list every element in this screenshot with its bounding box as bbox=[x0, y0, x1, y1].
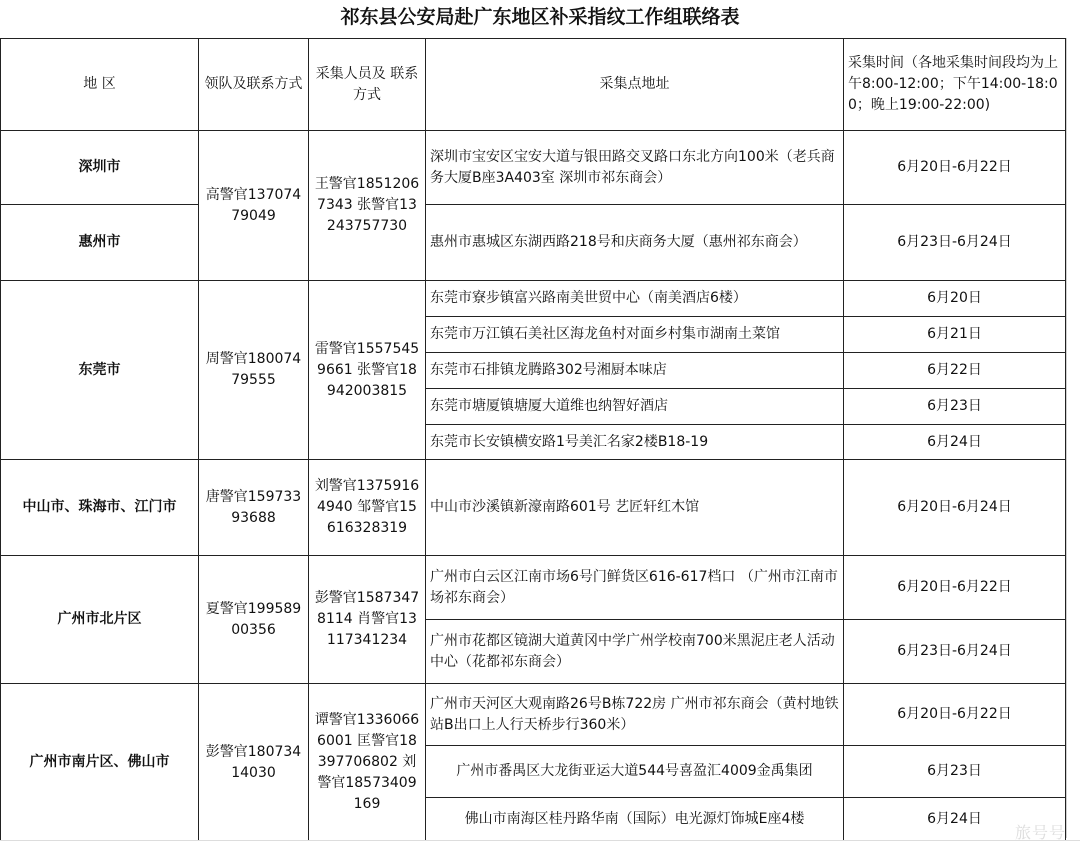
address-cell: 佛山市南海区桂丹路华南（国际）电光源灯饰城E座4楼 bbox=[426, 798, 844, 842]
header-row bbox=[1, 39, 1066, 131]
contact-table bbox=[0, 38, 1066, 842]
table-row bbox=[1, 281, 1066, 317]
collectors-cell: 刘警官13759164940 邹警官15616328319 bbox=[309, 460, 426, 556]
region-cell: 深圳市 bbox=[1, 131, 199, 205]
address-cell: 东莞市寮步镇富兴路南美世贸中心（南美酒店6楼） bbox=[426, 281, 844, 317]
sheet-gridline bbox=[1066, 38, 1067, 838]
header-collectors: 采集人员及 联系方式 bbox=[309, 39, 426, 131]
address-cell: 惠州市惠城区东湖西路218号和庆商务大厦（惠州祁东商会） bbox=[426, 205, 844, 281]
address-cell: 东莞市塘厦镇塘厦大道维也纳智好酒店 bbox=[426, 389, 844, 425]
date-cell: 6月20日 bbox=[844, 281, 1066, 317]
date-cell: 6月23日 bbox=[844, 389, 1066, 425]
region-cell: 东莞市 bbox=[1, 281, 199, 460]
header-time: 采集时间（各地采集时间段均为上午8:00-12:00；下午14:00-18:00；晚上19:00-22:00) bbox=[844, 39, 1066, 131]
address-cell: 广州市花都区镜湖大道黄冈中学广州学校南700米黑泥庄老人活动中心（花都祁东商会） bbox=[426, 620, 844, 684]
table-row bbox=[1, 131, 1066, 205]
address-cell: 广州市番禺区大龙街亚运大道544号喜盈汇4009金禹集团 bbox=[426, 746, 844, 798]
address-cell: 广州市白云区江南市场6号门鲜货区616-617档口 （广州市江南市场祁东商会） bbox=[426, 556, 844, 620]
sheet-bottom-strip bbox=[0, 840, 1080, 866]
date-cell: 6月21日 bbox=[844, 317, 1066, 353]
collectors-cell: 彭警官15873478114 肖警官13117341234 bbox=[309, 556, 426, 684]
date-cell: 6月24日 bbox=[844, 798, 1066, 842]
collectors-cell: 王警官18512067343 张警官13243757730 bbox=[309, 131, 426, 281]
address-cell: 广州市天河区大观南路26号B栋722房 广州市祁东商会（黄村地铁站B出口上人行天桥步行360米） bbox=[426, 684, 844, 746]
date-cell: 6月20日-6月22日 bbox=[844, 556, 1066, 620]
address-cell: 东莞市万江镇石美社区海龙鱼村对面乡村集市湖南土菜馆 bbox=[426, 317, 844, 353]
region-cell: 广州市北片区 bbox=[1, 556, 199, 684]
leader-cell: 周警官18007479555 bbox=[199, 281, 309, 460]
address-cell: 中山市沙溪镇新濠南路601号 艺匠轩红木馆 bbox=[426, 460, 844, 556]
header-leader: 领队及联系方式 bbox=[199, 39, 309, 131]
table-row bbox=[1, 556, 1066, 620]
address-cell: 东莞市长安镇横安路1号美汇名家2楼B18-19 bbox=[426, 425, 844, 460]
date-cell: 6月23日-6月24日 bbox=[844, 620, 1066, 684]
header-region: 地 区 bbox=[1, 39, 199, 131]
date-cell: 6月20日-6月22日 bbox=[844, 131, 1066, 205]
leader-cell: 彭警官18073414030 bbox=[199, 684, 309, 842]
header-address: 采集点地址 bbox=[426, 39, 844, 131]
watermark: 旅号号 bbox=[1014, 823, 1066, 842]
address-cell: 东莞市石排镇龙腾路302号湘厨本味店 bbox=[426, 353, 844, 389]
collectors-cell: 谭警官13360666001 匡警官18397706802 刘警官18573409169 bbox=[309, 684, 426, 842]
table-row bbox=[1, 205, 1066, 281]
date-cell: 6月22日 bbox=[844, 353, 1066, 389]
date-cell: 6月23日 bbox=[844, 746, 1066, 798]
leader-cell: 夏警官19958900356 bbox=[199, 556, 309, 684]
date-cell: 6月23日-6月24日 bbox=[844, 205, 1066, 281]
region-cell: 广州市南片区、佛山市 bbox=[1, 684, 199, 842]
region-cell: 中山市、珠海市、江门市 bbox=[1, 460, 199, 556]
date-cell: 6月20日-6月24日 bbox=[844, 460, 1066, 556]
table-row bbox=[1, 460, 1066, 556]
collectors-cell: 雷警官15575459661 张警官18942003815 bbox=[309, 281, 426, 460]
page-title: 祁东县公安局赴广东地区补采指纹工作组联络表 bbox=[340, 6, 740, 28]
date-cell: 6月20日-6月22日 bbox=[844, 684, 1066, 746]
date-cell: 6月24日 bbox=[844, 425, 1066, 460]
leader-cell: 唐警官15973393688 bbox=[199, 460, 309, 556]
region-cell: 惠州市 bbox=[1, 205, 199, 281]
address-cell: 深圳市宝安区宝安大道与银田路交叉路口东北方向100米（老兵商务大厦B座3A403室 深圳市祁东商会） bbox=[426, 131, 844, 205]
leader-cell: 高警官13707479049 bbox=[199, 131, 309, 281]
table-row bbox=[1, 684, 1066, 746]
